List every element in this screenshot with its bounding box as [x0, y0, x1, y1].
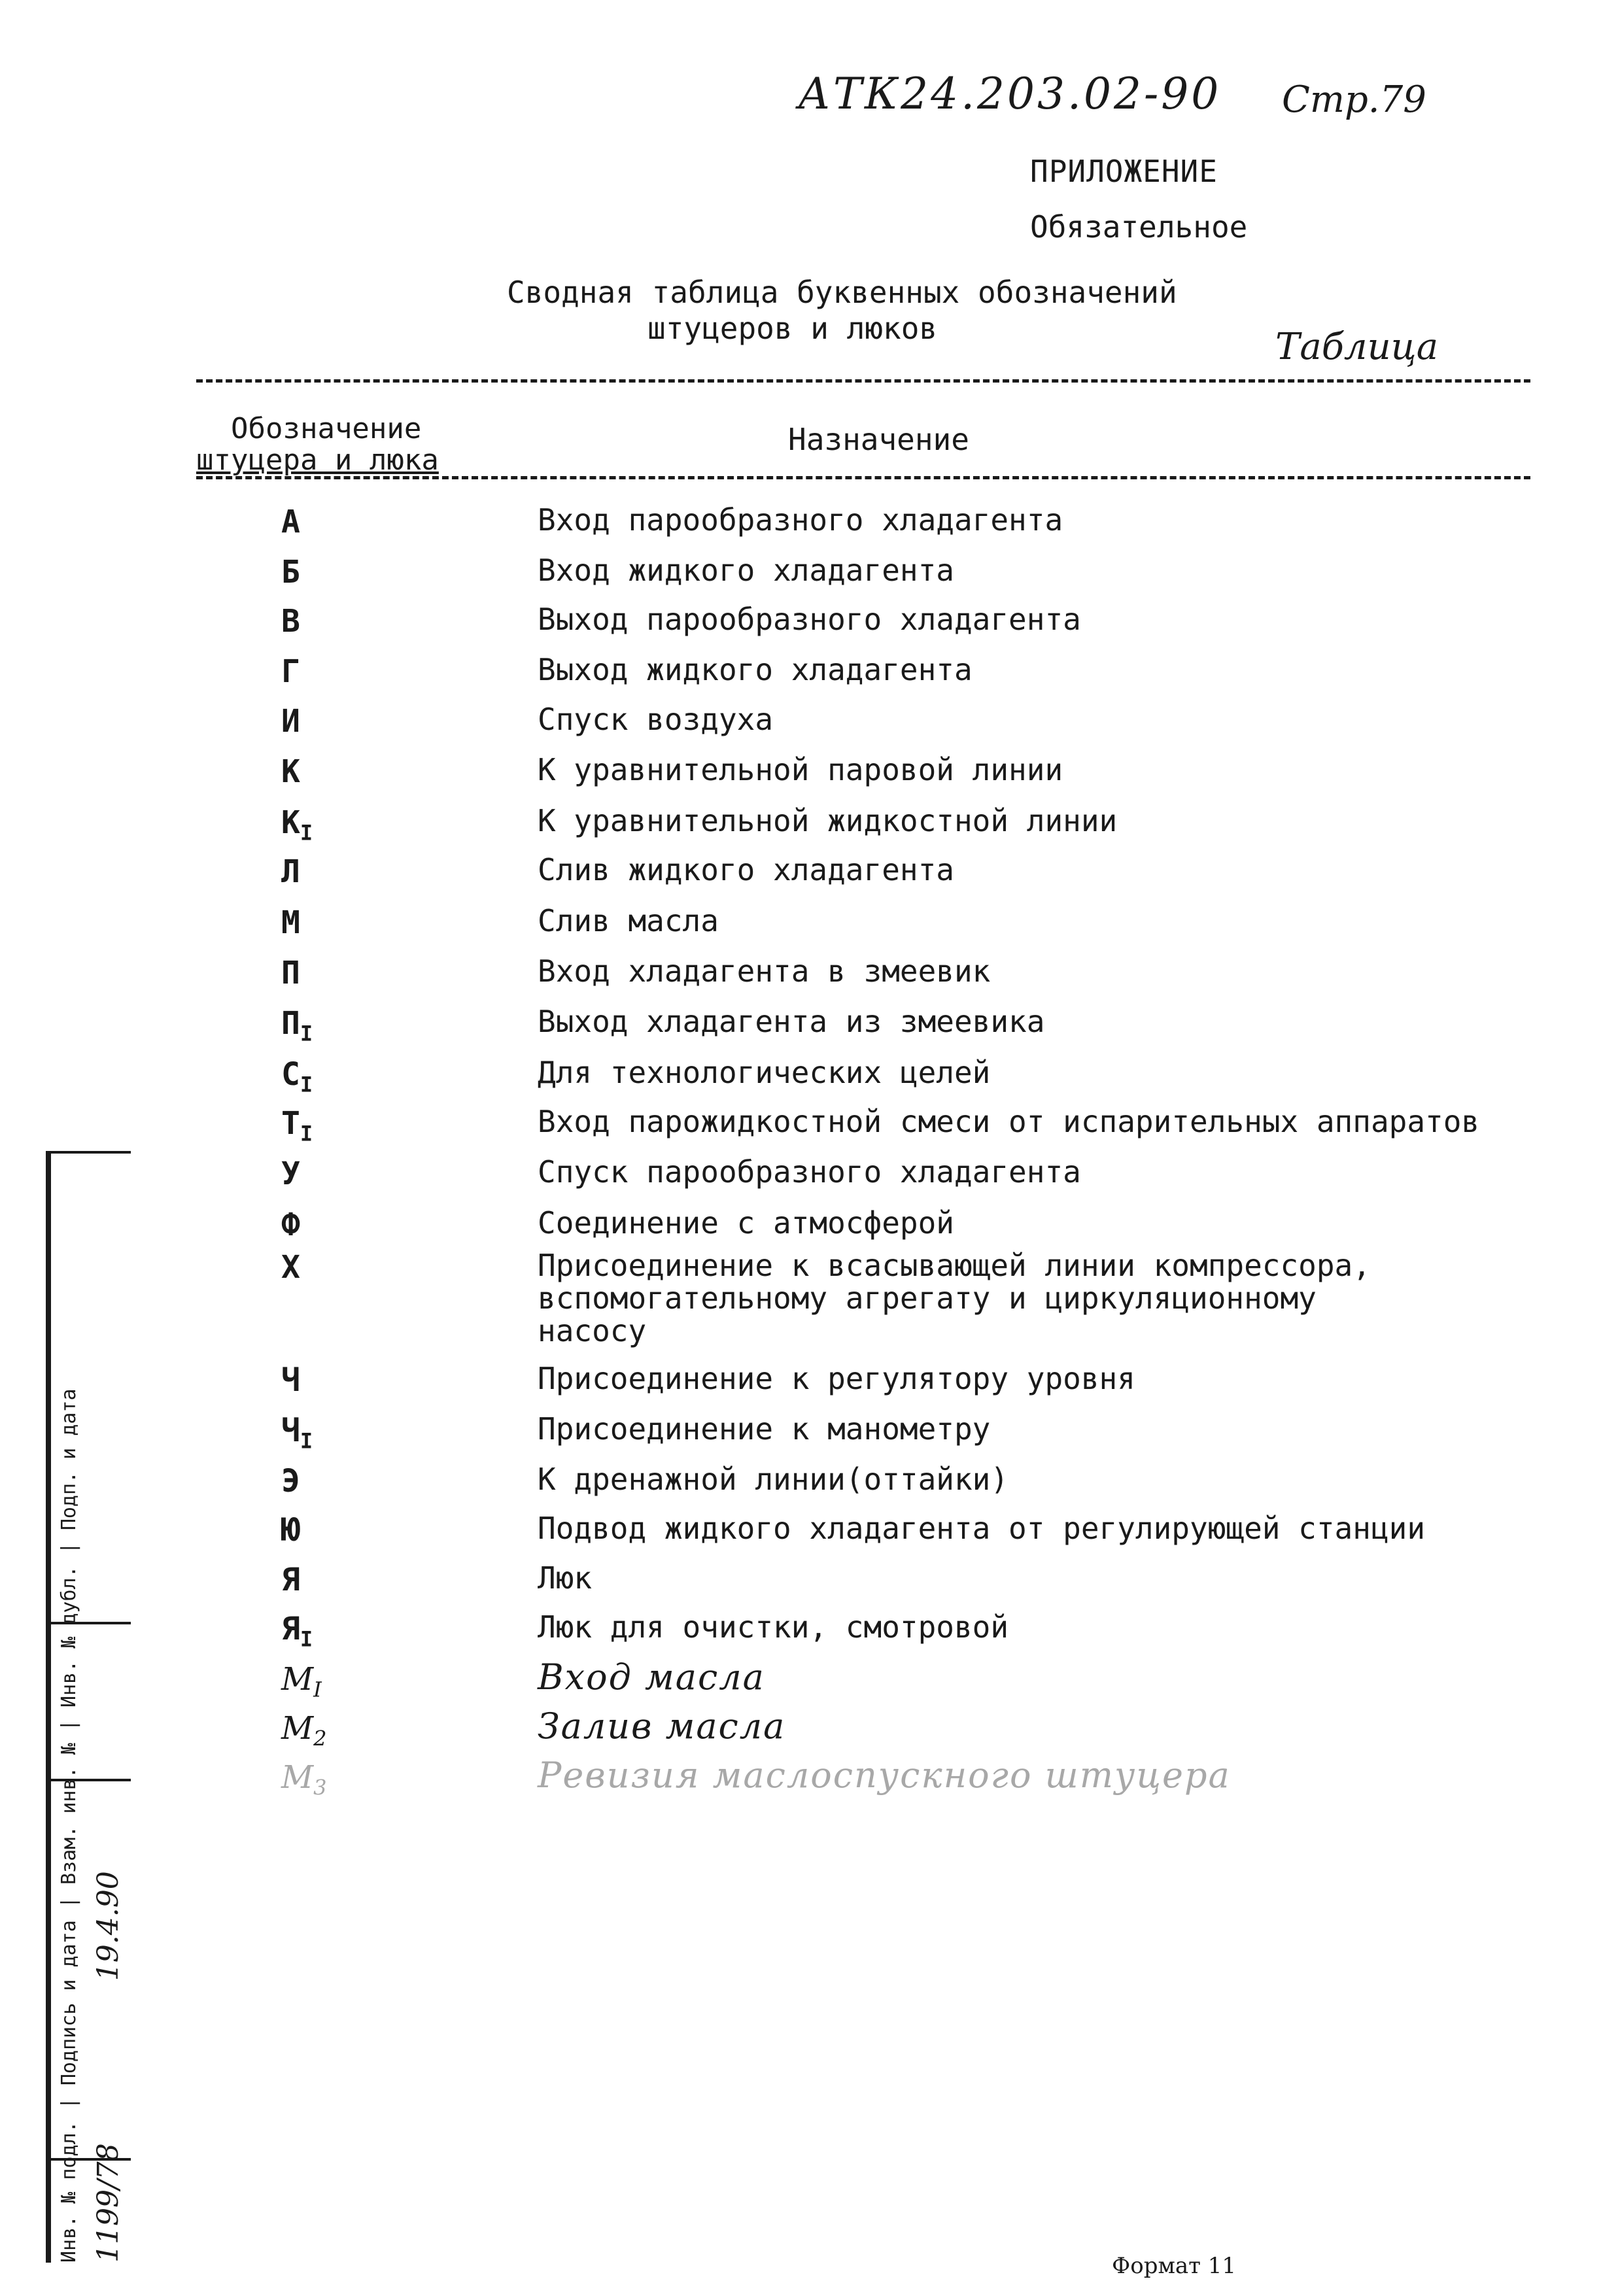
purpose-cell: Присоединение к манометру [538, 1411, 991, 1447]
designation-index: I [300, 1626, 313, 1652]
designation-index: I [300, 820, 313, 846]
designation-cell [281, 1207, 300, 1243]
purpose-cell: Соединение с атмосферой [538, 1205, 954, 1241]
designation-cell [281, 1463, 300, 1499]
designation-letter: К [281, 753, 300, 790]
designation-cell [281, 1249, 300, 1286]
table-header-rule [196, 476, 1530, 479]
designation-cell [281, 1710, 327, 1751]
designation-letter: Г [281, 653, 300, 690]
purpose-cell: Вход парообразного хладагента [538, 502, 1063, 538]
designation-letter: В [281, 603, 300, 640]
designation-column-header-line-2: штуцера и люка [196, 443, 439, 477]
designation-column-header-line-1: Обозначение [231, 412, 422, 445]
purpose-cell: Присоединение к всасывающей линии компрессора, вспомогательному агрегату и циркуляционному насосу [538, 1248, 1371, 1348]
table-top-rule [196, 379, 1530, 383]
purpose-cell: Залив масла [538, 1705, 786, 1747]
appendix-status: Обязательное [1030, 209, 1248, 245]
format-label: Формат 11 [1112, 2253, 1237, 2279]
designation-index: 3 [313, 1775, 327, 1800]
designation-index: I [300, 1021, 313, 1046]
purpose-cell: Спуск воздуха [538, 702, 774, 737]
designation-index: I [300, 1121, 313, 1146]
purpose-cell: Выход жидкого хладагента [538, 652, 973, 687]
designation-cell [281, 1562, 300, 1598]
appendix-heading: ПРИЛОЖЕНИЕ [1030, 154, 1218, 189]
purpose-cell: Вход хладагента в змеевик [538, 953, 991, 989]
designation-cell [281, 1512, 300, 1549]
designation-letter: Л [281, 853, 300, 890]
purpose-cell: К дренажной линии(оттайки) [538, 1462, 1009, 1497]
purpose-cell: Слив масла [538, 903, 719, 938]
purpose-cell: Выход парообразного хладагента [538, 602, 1081, 637]
designation-index: I [313, 1677, 322, 1702]
purpose-cell: Люк [538, 1560, 593, 1596]
designation-cell [281, 955, 300, 991]
designation-letter: А [281, 504, 300, 540]
side-stamp [46, 1151, 137, 2263]
purpose-cell: Вход масла [538, 1656, 765, 1698]
designation-letter: Б [281, 554, 300, 591]
purpose-cell: Выход хладагента из змеевика [538, 1004, 1045, 1039]
purpose-cell: К уравнительной паровой линии [538, 752, 1063, 787]
designation-letter: Ч [281, 1413, 300, 1449]
table-title-line-2: штуцеров и люков [647, 311, 938, 346]
designation-letter: Я [281, 1562, 300, 1598]
designation-cell [281, 703, 300, 740]
designation-letter: П [281, 955, 300, 991]
designation-cell [281, 1362, 300, 1399]
designation-cell [281, 1105, 313, 1146]
designation-letter: Х [281, 1249, 300, 1286]
purpose-cell: Подвод жидкого хладагента от регулирующей станции [538, 1511, 1426, 1546]
table-label: Таблица [1275, 326, 1439, 368]
designation-letter: М [281, 1710, 314, 1747]
designation-letter: Т [281, 1105, 300, 1142]
designation-cell [281, 653, 300, 690]
purpose-column-header: Назначение [788, 422, 969, 457]
designation-cell [281, 1413, 313, 1454]
designation-index: 2 [313, 1726, 327, 1751]
stamp-handwriting [92, 1151, 131, 2263]
designation-cell [281, 804, 313, 846]
designation-cell [281, 753, 300, 790]
designation-letter: М [281, 1759, 314, 1796]
designation-cell [281, 1156, 300, 1192]
designation-cell [281, 853, 300, 890]
stamp-handwritten-number: 1199/78 [92, 2143, 125, 2263]
purpose-cell: Вход жидкого хладагента [538, 553, 954, 588]
designation-letter: С [281, 1056, 300, 1093]
designation-letter: М [281, 1661, 314, 1698]
designation-letter: Я [281, 1611, 300, 1647]
designation-cell [281, 603, 300, 640]
designation-cell [281, 1661, 322, 1702]
designation-index: I [300, 1072, 313, 1097]
purpose-cell: Вход парожидкостной смеси от испарительных аппаратов [538, 1104, 1480, 1139]
designation-letter: К [281, 804, 300, 841]
page-number: Стр.79 [1282, 78, 1426, 121]
designation-cell [281, 1005, 313, 1046]
purpose-cell: Спуск парообразного хладагента [538, 1154, 1081, 1190]
designation-cell [281, 1056, 313, 1097]
document-code: АТК24.203.02-90 [798, 69, 1222, 119]
designation-letter: И [281, 703, 300, 740]
purpose-cell: Присоединение к регулятору уровня [538, 1361, 1135, 1396]
designation-letter: М [281, 904, 300, 941]
stamp-border-line [46, 1151, 51, 2263]
purpose-cell: Для технологических целей [538, 1055, 991, 1090]
table-title-line-1: Сводная таблица буквенных обозначений [507, 275, 1177, 310]
designation-letter: Ч [281, 1362, 300, 1399]
designation-letter: Ю [281, 1512, 300, 1549]
designation-cell [281, 1759, 327, 1800]
designation-cell [281, 1611, 313, 1652]
stamp-handwritten-date: 19.4.90 [92, 1871, 125, 1981]
purpose-cell: Слив жидкого хладагента [538, 852, 954, 887]
designation-letter: У [281, 1156, 300, 1192]
designation-cell [281, 554, 300, 591]
purpose-cell: К уравнительной жидкостной линии [538, 803, 1118, 838]
stamp-labels: Инв. № подл. | Подпись и дата | Взам. инв. № | Инв. № дубл. | Подп. и дата [58, 1388, 80, 2263]
purpose-cell: Люк для очистки, смотровой [538, 1609, 1009, 1645]
designation-index: I [300, 1428, 313, 1454]
designation-cell [281, 904, 300, 941]
designation-letter: П [281, 1005, 300, 1042]
designation-cell [281, 504, 300, 540]
purpose-cell: Ревизия маслоспускного штуцера [538, 1755, 1231, 1796]
designation-letter: Э [281, 1463, 300, 1499]
designation-letter: Ф [281, 1207, 300, 1243]
